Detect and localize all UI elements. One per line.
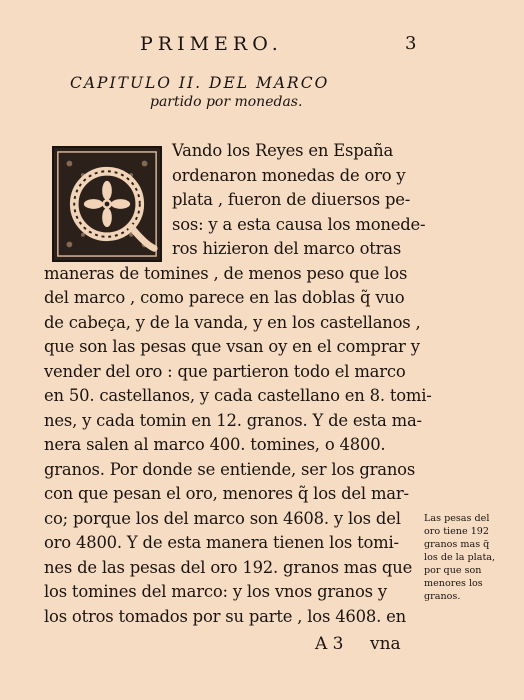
running-head: PRIMERO. bbox=[140, 33, 283, 55]
text-line: con que pesan el oro, menores q̃ los del mar- bbox=[44, 484, 409, 503]
margin-note-line: Las pesas del bbox=[424, 513, 490, 524]
margin-note-line: oro tiene 192 bbox=[424, 526, 490, 537]
text-line: los otros tomados por su parte , los 4608. en bbox=[44, 606, 406, 626]
text-line: co; porque los del marco son 4608. y los del bbox=[44, 508, 401, 528]
text-line: granos. Por donde se entiende, ser los granos bbox=[44, 459, 416, 479]
text-line: Vando los Reyes en España bbox=[172, 141, 394, 160]
ornamental-initial-icon bbox=[52, 146, 162, 262]
signature-mark: A 3 bbox=[315, 634, 344, 654]
text-line: que son las pesas que vsan oy en el comprar y bbox=[44, 337, 420, 356]
text-line: nera salen al marco 400. tomines, o 4800. bbox=[44, 435, 386, 454]
ornamental-initial-q-icon bbox=[54, 148, 160, 260]
text-line: nes, y cada tomin en 12. granos. Y de esta ma- bbox=[44, 410, 422, 430]
chapter-title: CAPITULO II. DEL MARCO bbox=[70, 74, 330, 92]
text-line: en 50. castellanos, y cada castellano en 8. tomi- bbox=[44, 386, 432, 405]
margin-note-line: granos. bbox=[424, 591, 461, 602]
margin-note-line: granos mas q̃ bbox=[424, 539, 490, 550]
text-line: oro 4800. Y de esta manera tienen los tomi- bbox=[44, 533, 399, 552]
text-line: plata , fueron de diuersos pe- bbox=[172, 190, 411, 209]
margin-note-line: menores los bbox=[424, 578, 483, 589]
text-line: nes de las pesas del oro 192. granos mas que bbox=[44, 557, 413, 577]
catchword: vna bbox=[370, 634, 401, 654]
margin-note-line: por que son bbox=[424, 565, 482, 576]
text-line: del marco , como parece en las doblas q̃ vuo bbox=[44, 288, 405, 307]
chapter-subtitle: partido por monedas. bbox=[150, 94, 303, 110]
text-line: ordenaron monedas de oro y bbox=[172, 165, 406, 185]
text-line: ros hizieron del marco otras bbox=[172, 239, 402, 258]
text-line: maneras de tomines , de menos peso que los bbox=[44, 263, 408, 283]
text-line: de cabeça, y de la vanda, y en los castellanos , bbox=[44, 312, 421, 332]
margin-note bbox=[424, 512, 520, 603]
text-line: vender del oro : que partieron todo el marco bbox=[44, 361, 406, 381]
text-line: sos: y a esta causa los monede- bbox=[172, 214, 426, 234]
text-line: los tomines del marco: y los vnos granos y bbox=[44, 582, 387, 601]
margin-note-line: los de la plata, bbox=[424, 552, 496, 563]
folio-number: 3 bbox=[405, 33, 417, 54]
